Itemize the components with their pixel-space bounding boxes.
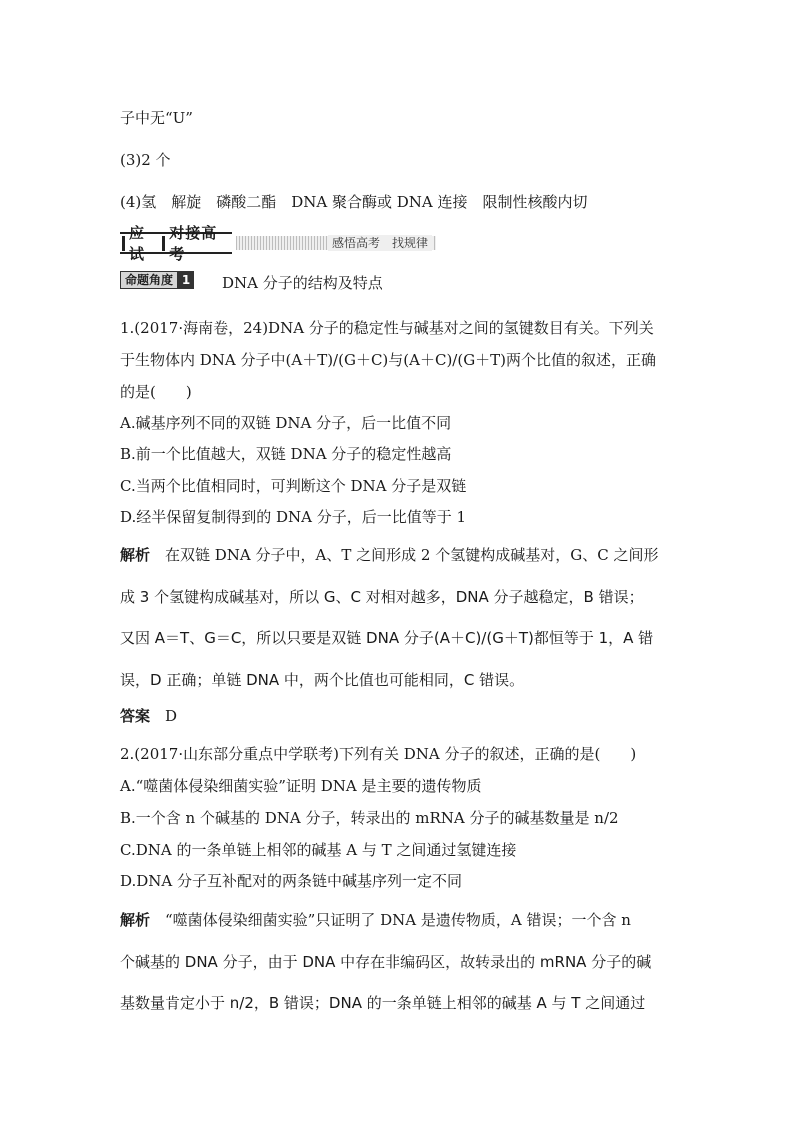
q1-analysis-line-1 [120, 545, 658, 565]
q2-analysis-line-3: 基数量肯定小于 n/2，B 错误；DNA 的一条单链上相邻的碱基 A 与 T 之间通过 [120, 994, 646, 1012]
q1-stem-line-3: 的是( ) [120, 383, 192, 401]
q2-analysis-label: 解析 [120, 911, 151, 929]
banner-divider [162, 236, 165, 251]
banner-hatch-strip [236, 236, 436, 250]
q2-option-d: D.DNA 分子互补配对的两条链中碱基序列一定不同 [120, 872, 463, 890]
q1-option-b: B.前一个比值越大，双链 DNA 分子的稳定性越高 [120, 445, 452, 463]
q2-stem: 2.(2017·山东部分重点中学联考)下列有关 DNA 分子的叙述，正确的是( ) [120, 745, 637, 763]
banner-hint: 感悟高考 找规律 [328, 235, 432, 251]
q1-answer-label: 答案 [120, 707, 151, 725]
q1-stem-line-1: 1.(2017·海南卷，24)DNA 分子的稳定性与碱基对之间的氢键数目有关。下列关 [120, 319, 654, 337]
q1-stem-line-2: 于生物体内 DNA 分子中(A＋T)/(G＋C)与(A＋C)/(G＋T)两个比值的叙述，正确 [120, 351, 657, 369]
topic-tag-label: 命题角度 [120, 271, 178, 289]
q2-option-a: A.“噬菌体侵染细菌实验”证明 DNA 是主要的遗传物质 [120, 777, 482, 795]
prev-answer-line-1: 子中无“U” [120, 109, 193, 127]
topic-tag-number: 1 [178, 271, 194, 289]
prev-answer-line-2: (3)2 个 [120, 151, 171, 169]
banner-divider [122, 236, 125, 251]
topic-title: DNA 分子的结构及特点 [222, 274, 383, 292]
section-banner-title [120, 224, 232, 263]
q1-answer-line [120, 706, 177, 726]
section-banner [120, 224, 436, 263]
q1-analysis-line-3: 又因 A＝T、G＝C，所以只要是双链 DNA 分子(A＋C)/(G＋T)都恒等于 1，A 错 [120, 629, 654, 647]
q1-option-d: D.经半保留复制得到的 DNA 分子，后一比值等于 1 [120, 508, 467, 526]
banner-part-1: 应试 [128, 224, 145, 263]
prev-answer-line-3: (4)氢 解旋 磷酸二酯 DNA 聚合酶或 DNA 连接 限制性核酸内切 [120, 193, 588, 211]
q1-option-c: C.当两个比值相同时，可判断这个 DNA 分子是双链 [120, 477, 467, 495]
topic-tag [120, 271, 194, 289]
q1-analysis-line-2: 成 3 个氢键构成碱基对，所以 G、C 对相对越多，DNA 分子越稳定，B 错误； [120, 588, 644, 606]
q1-analysis-line-4: 误，D 正确；单链 DNA 中，两个比值也可能相同，C 错误。 [120, 671, 525, 689]
q2-analysis-line-2: 个碱基的 DNA 分子，由于 DNA 中存在非编码区，故转录出的 mRNA 分子的碱 [120, 953, 652, 971]
q1-answer-value: D [165, 707, 178, 725]
q1-analysis-text-1: 在双链 DNA 分子中，A、T 之间形成 2 个氢键构成碱基对，G、C 之间形 [150, 546, 659, 564]
q2-analysis-line-1 [120, 910, 631, 930]
q2-option-c: C.DNA 的一条单链上相邻的碱基 A 与 T 之间通过氢键连接 [120, 841, 517, 859]
q2-option-b: B.一个含 n 个碱基的 DNA 分子，转录出的 mRNA 分子的碱基数量是 n/2 [120, 809, 619, 827]
q2-analysis-text-1: “噬菌体侵染细菌实验”只证明了 DNA 是遗传物质，A 错误；一个含 n [150, 911, 631, 929]
banner-part-2: 对接高考 [169, 224, 218, 263]
q1-option-a: A.碱基序列不同的双链 DNA 分子，后一比值不同 [120, 414, 452, 432]
q1-analysis-label: 解析 [120, 546, 151, 564]
